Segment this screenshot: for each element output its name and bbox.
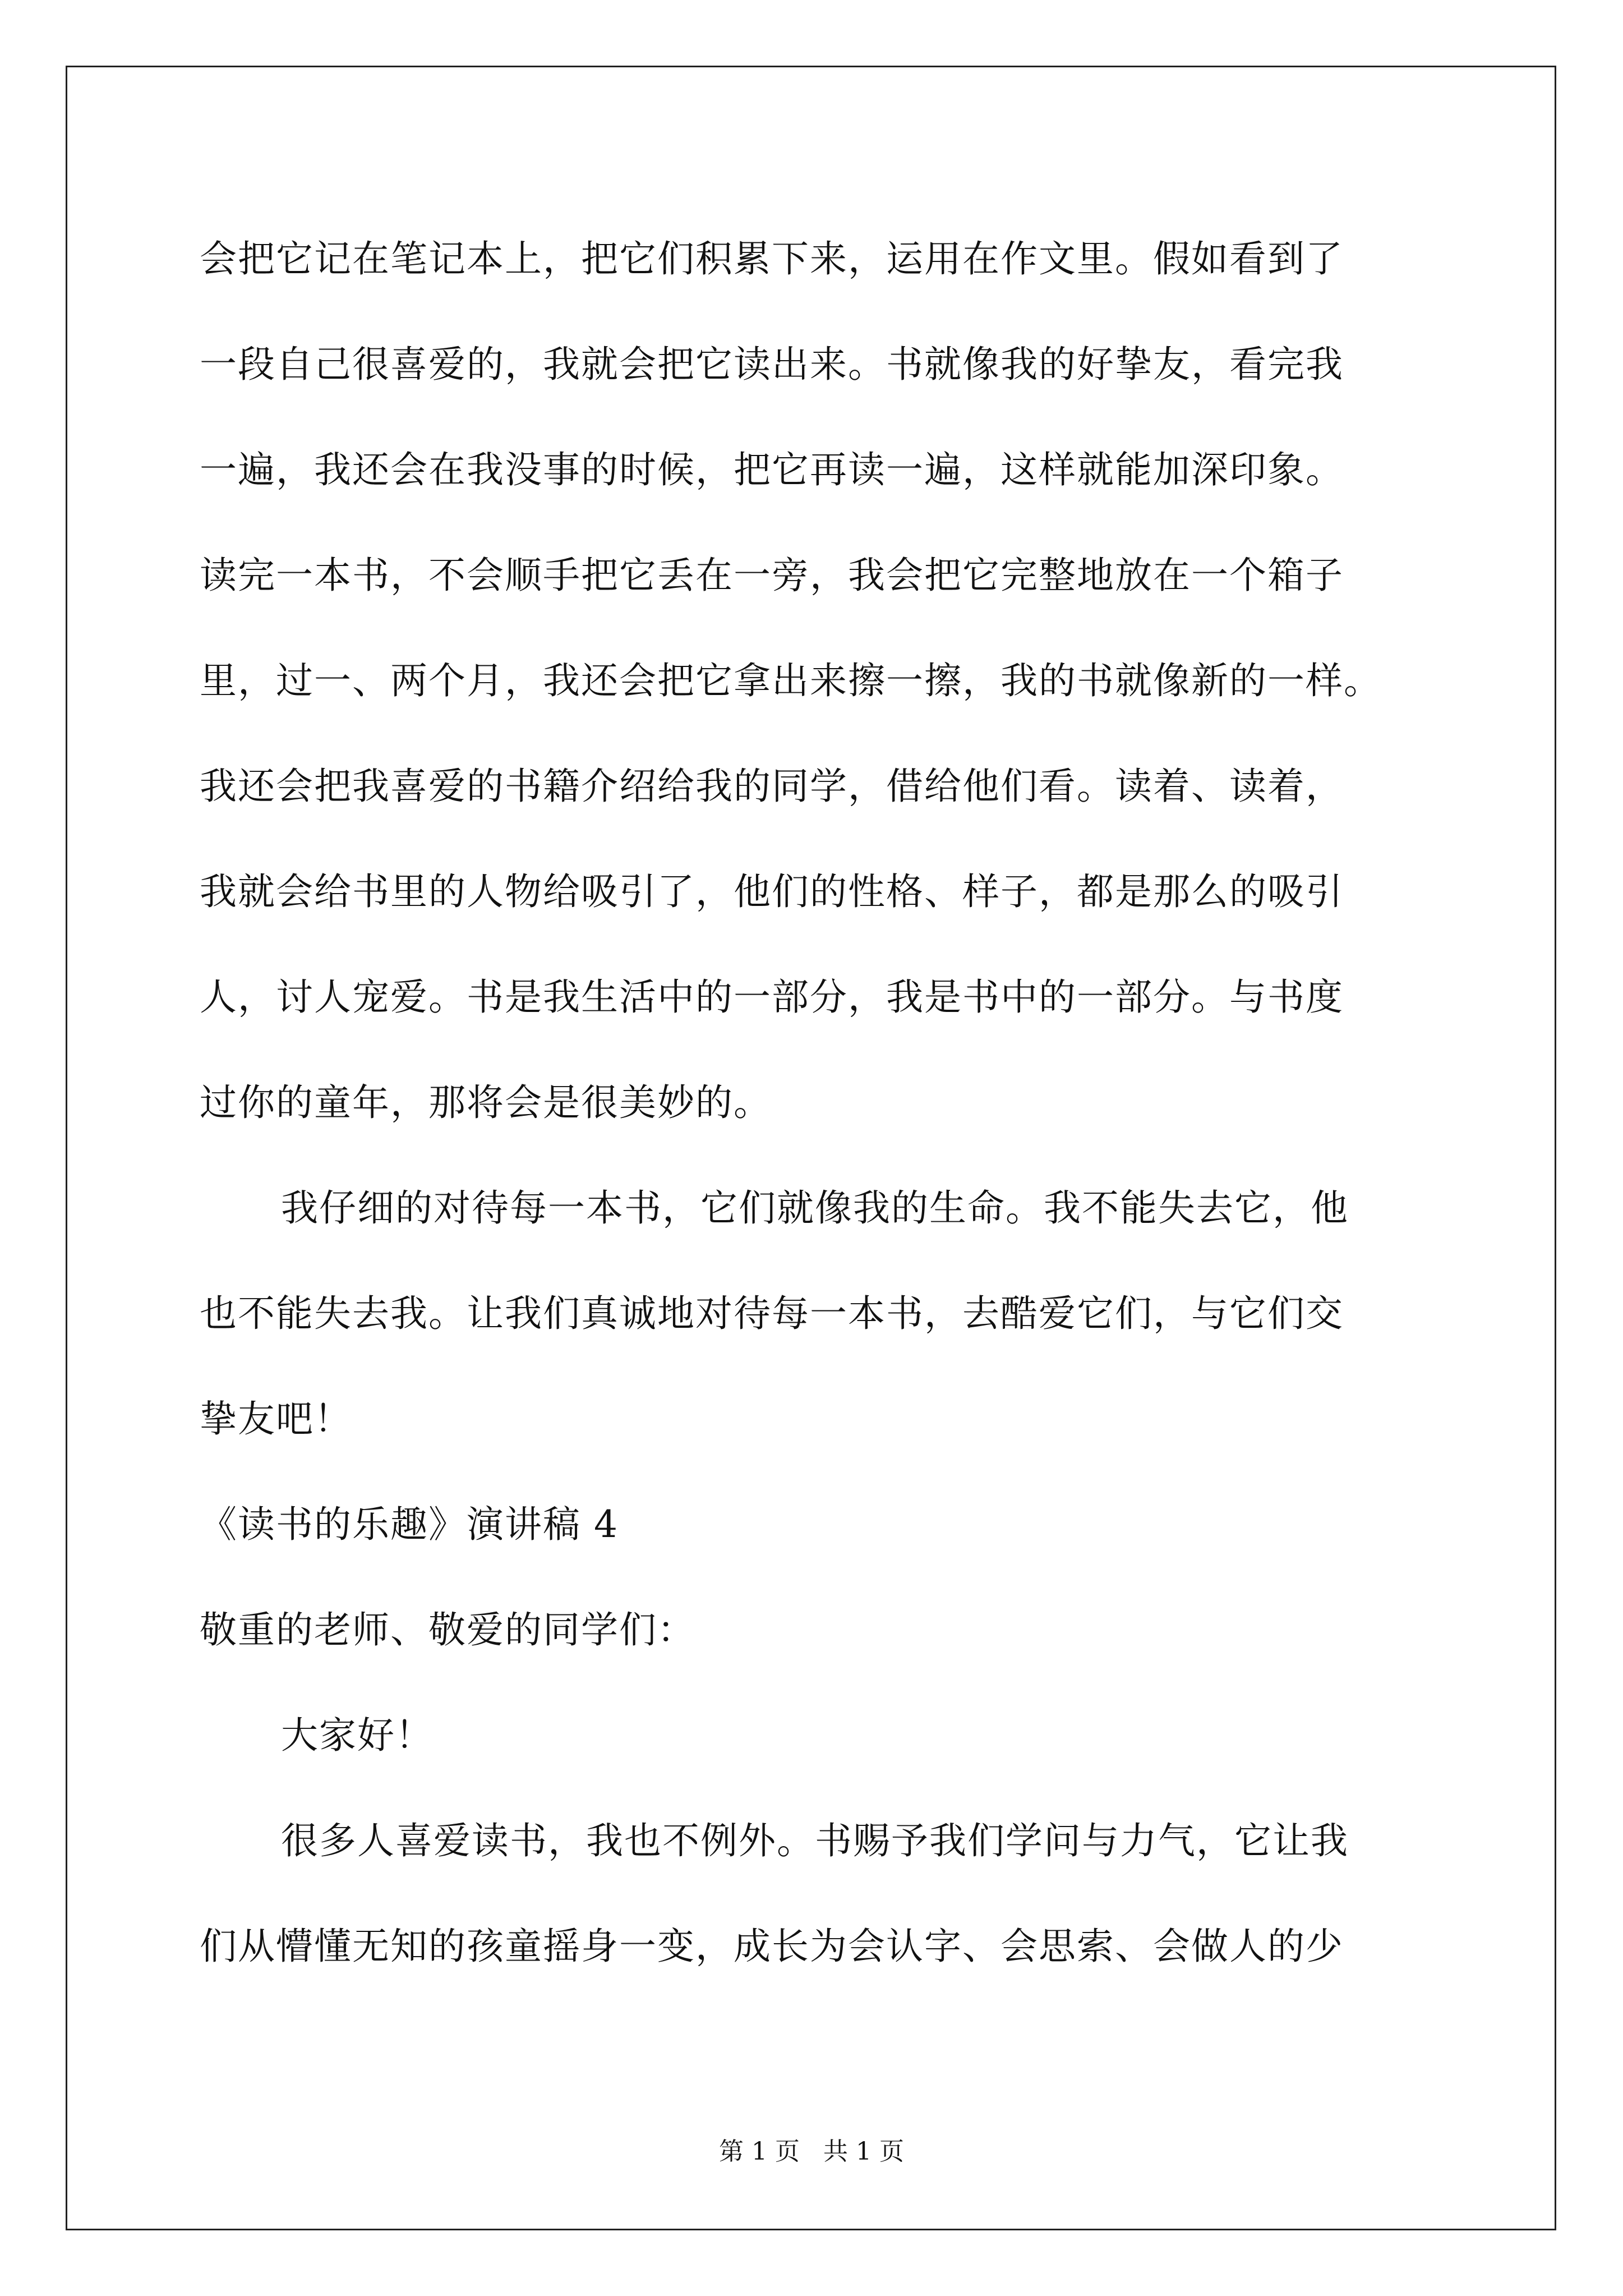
section-title: 《读书的乐趣》演讲稿 4	[200, 1503, 619, 1546]
body-line: 我还会把我喜爱的书籍介绍给我的同学，借给他们看。读着、读着，	[200, 765, 1344, 808]
body-line: 里，过一、两个月，我还会把它拿出来擦一擦，我的书就像新的一样。	[200, 659, 1382, 702]
body-line: 会把它记在笔记本上，把它们积累下来，运用在作文里。假如看到了	[200, 237, 1344, 280]
body-line: 过你的童年，那将会是很美妙的。	[200, 1081, 772, 1124]
body-line: 读完一本书，不会顺手把它丢在一旁，我会把它完整地放在一个箱子	[200, 554, 1344, 597]
salutation: 敬重的老师、敬爱的同学们：	[200, 1608, 695, 1651]
paragraph-start-line: 我仔细的对待每一本书，它们就像我的生命。我不能失去它，他	[281, 1186, 1349, 1230]
body-line: 一遍，我还会在我没事的时候，把它再读一遍，这样就能加深印象。	[200, 448, 1344, 491]
paragraph-start-line: 很多人喜爱读书，我也不例外。书赐予我们学问与力气，它让我	[281, 1819, 1349, 1862]
body-line: 一段自己很喜爱的，我就会把它读出来。书就像我的好挚友，看完我	[200, 343, 1344, 386]
body-line: 挚友吧！	[200, 1397, 352, 1441]
body-line: 人，讨人宠爱。书是我生活中的一部分，我是书中的一部分。与书度	[200, 976, 1344, 1019]
body-line: 也不能失去我。让我们真诚地对待每一本书，去酷爱它们，与它们交	[200, 1292, 1344, 1335]
page-number-footer: 第 1 页 共 1 页	[719, 2137, 904, 2166]
body-line: 们从懵懂无知的孩童摇身一变，成长为会认字、会思索、会做人的少	[200, 1925, 1344, 1968]
body-line: 我就会给书里的人物给吸引了，他们的性格、样子，都是那么的吸引	[200, 870, 1344, 913]
document-body	[200, 206, 1461, 1999]
greeting: 大家好！	[281, 1714, 434, 1757]
